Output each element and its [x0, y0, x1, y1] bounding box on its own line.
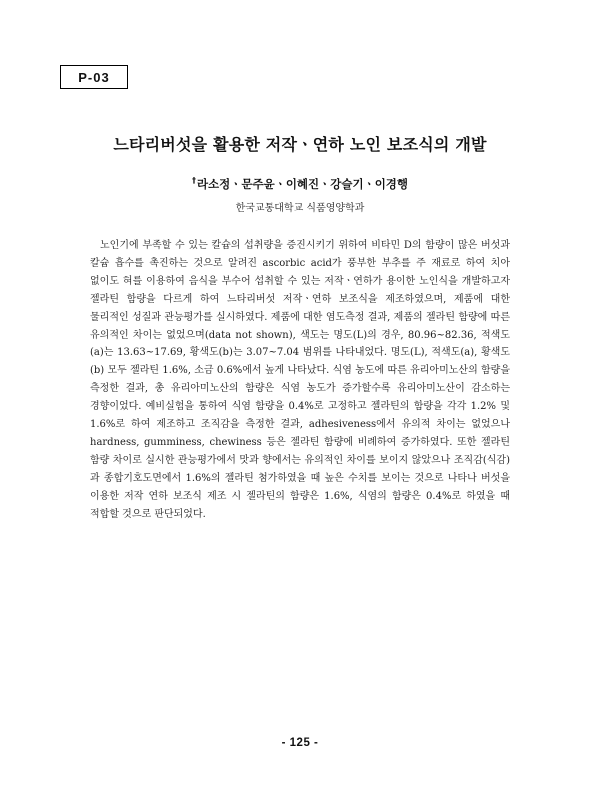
corresponding-author-mark: † — [191, 176, 196, 185]
author-line — [0, 176, 600, 192]
page-number: - 125 - — [281, 737, 319, 749]
paper-title: 느타리버섯을 활용한 저작ㆍ연하 노인 보조식의 개발 — [113, 135, 487, 154]
author-names: 라소정ㆍ문주윤ㆍ이혜진ㆍ강슬기ㆍ이경행 — [196, 177, 409, 191]
poster-code: P-03 — [78, 69, 110, 85]
affiliation: 한국교통대학교 식품영양학과 — [235, 203, 365, 214]
abstract-paragraph: 노인기에 부족할 수 있는 칼슘의 섭취량을 증진시키기 위하여 비타민 D의 함량이 많은 버섯과 칼슘 흡수를 촉진하는 것으로 알려진 ascorbic acid가 풍부한 부추를 주 재료로 하여 치아 없이도 혀를 이용하여 음식을 부수어 섭취할 수 있는 저작ㆍ연하가 용이한 노인식을 개발하고자 젤라틴 함량을 다르게 하여 느타리버섯 저작ㆍ연하 보조식을 제조하였으며, 제품에 대한 물리적인 성질과 관능평가를 실시하였다. 제품에 대한 염도측정 결과, 제품의 젤라틴 함량에 따른 유의적인 차이는 없었으며(data not shown), 색도는 명도(L)의 경우, 80.96~82.36, 적색도(a)는 13.63~17.69, 황색도(b)는 3.07~7.04 범위를 나타내었다. 명도(L), 적색도(a), 황색도(b) 모두 젤라틴 1.6%, 소금 0.6%에서 높게 나타났다. 식염 농도에 따른 유리아미노산의 함량을 측정한 결과, 총 유리아미노산의 함량은 식염 농도가 증가할수록 유리아미노산이 감소하는 경향이었다. 예비실험을 통하여 식염 함량을 0.4%로 고정하고 젤라틴의 함량을 각각 1.2% 및 1.6%로 하여 제조하고 조직감을 측정한 결과, adhesiveness에서 유의적 차이는 없었으나 hardness, gumminess, chewiness 등은 젤라틴 함량에 비례하여 증가하였다. 또한 젤라틴 함량 차이로 실시한 관능평가에서 맛과 향에서는 유의적인 차이를 보이지 않았으나 조직감(식감)과 종합기호도면에서 1.6%의 젤라틴 첨가하였을 때 높은 수치를 보이는 것으로 나타나 버섯을 이용한 저작 연하 보조식 제조 시 젤라틴의 함량은 1.6%, 식염의 함량은 0.4%로 하였을 때 적합할 것으로 판단되었다. — [90, 240, 510, 520]
poster-code-box — [60, 65, 128, 89]
